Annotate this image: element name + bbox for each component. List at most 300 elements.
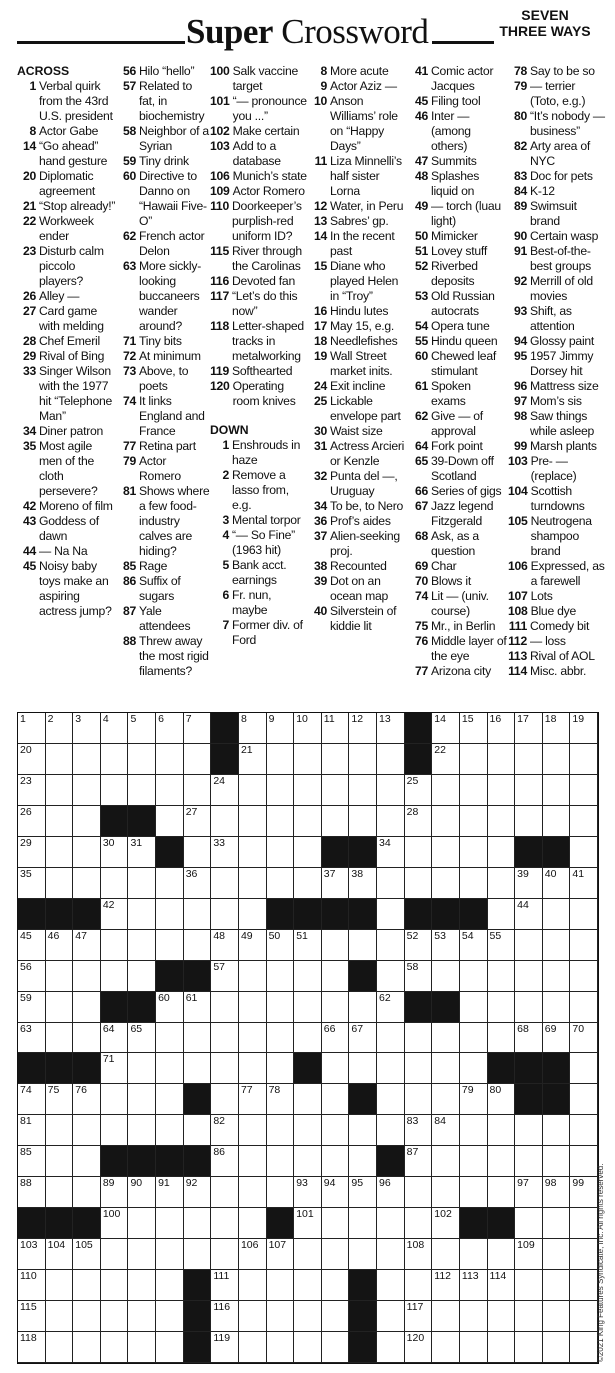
grid-cell[interactable] (18, 1115, 46, 1146)
grid-cell[interactable] (432, 1301, 460, 1332)
grid-cell[interactable] (156, 1023, 184, 1054)
grid-cell[interactable] (405, 1177, 433, 1208)
grid-cell[interactable] (349, 1023, 377, 1054)
grid-cell[interactable] (73, 1301, 101, 1332)
grid-cell[interactable] (73, 961, 101, 992)
grid-cell[interactable] (570, 713, 598, 744)
grid-cell[interactable] (460, 1053, 488, 1084)
grid-cell[interactable] (101, 1270, 129, 1301)
grid-cell[interactable] (322, 713, 350, 744)
grid-cell[interactable] (432, 1270, 460, 1301)
grid-cell[interactable] (377, 1053, 405, 1084)
grid-cell[interactable] (211, 899, 239, 930)
grid-cell[interactable] (377, 961, 405, 992)
grid-cell[interactable] (488, 961, 516, 992)
grid-cell[interactable] (294, 806, 322, 837)
grid-cell[interactable] (405, 837, 433, 868)
grid-cell[interactable] (570, 1177, 598, 1208)
grid-cell[interactable] (405, 961, 433, 992)
grid-cell[interactable] (128, 930, 156, 961)
grid-cell[interactable] (18, 1146, 46, 1177)
grid-cell[interactable] (460, 1239, 488, 1270)
grid-cell[interactable] (184, 1208, 212, 1239)
grid-cell[interactable] (322, 1332, 350, 1363)
grid-cell[interactable] (488, 868, 516, 899)
grid-cell[interactable] (488, 1239, 516, 1270)
grid-cell[interactable] (239, 1270, 267, 1301)
grid-cell[interactable] (46, 1270, 74, 1301)
grid-cell[interactable] (184, 1239, 212, 1270)
grid-cell[interactable] (543, 1115, 571, 1146)
grid-cell[interactable] (460, 1146, 488, 1177)
grid-cell[interactable] (294, 775, 322, 806)
grid-cell[interactable] (570, 837, 598, 868)
grid-cell[interactable] (239, 961, 267, 992)
grid-cell[interactable] (294, 961, 322, 992)
grid-cell[interactable] (349, 930, 377, 961)
grid-cell[interactable] (294, 1208, 322, 1239)
grid-cell[interactable] (156, 1270, 184, 1301)
grid-cell[interactable] (349, 744, 377, 775)
grid-cell[interactable] (377, 1208, 405, 1239)
grid-cell[interactable] (322, 1053, 350, 1084)
grid-cell[interactable] (46, 713, 74, 744)
grid-cell[interactable] (515, 1301, 543, 1332)
grid-cell[interactable] (128, 899, 156, 930)
grid-cell[interactable] (156, 899, 184, 930)
grid-cell[interactable] (515, 868, 543, 899)
grid-cell[interactable] (46, 744, 74, 775)
grid-cell[interactable] (515, 1023, 543, 1054)
grid-cell[interactable] (128, 1177, 156, 1208)
grid-cell[interactable] (294, 1332, 322, 1363)
grid-cell[interactable] (322, 1270, 350, 1301)
grid-cell[interactable] (405, 1239, 433, 1270)
grid-cell[interactable] (239, 1084, 267, 1115)
grid-cell[interactable] (377, 930, 405, 961)
grid-cell[interactable] (18, 806, 46, 837)
grid-cell[interactable] (488, 1146, 516, 1177)
grid-cell[interactable] (349, 1208, 377, 1239)
grid-cell[interactable] (294, 868, 322, 899)
grid-cell[interactable] (128, 775, 156, 806)
grid-cell[interactable] (18, 1239, 46, 1270)
grid-cell[interactable] (18, 1332, 46, 1363)
grid-cell[interactable] (488, 1084, 516, 1115)
grid-cell[interactable] (515, 1177, 543, 1208)
grid-cell[interactable] (128, 1301, 156, 1332)
grid-cell[interactable] (460, 837, 488, 868)
grid-cell[interactable] (488, 992, 516, 1023)
grid-cell[interactable] (239, 1208, 267, 1239)
grid-cell[interactable] (377, 899, 405, 930)
grid-cell[interactable] (349, 1177, 377, 1208)
grid-cell[interactable] (405, 806, 433, 837)
grid-cell[interactable] (73, 744, 101, 775)
grid-cell[interactable] (377, 1177, 405, 1208)
grid-cell[interactable] (184, 1177, 212, 1208)
grid-cell[interactable] (349, 1115, 377, 1146)
grid-cell[interactable] (432, 1177, 460, 1208)
grid-cell[interactable] (267, 1115, 295, 1146)
grid-cell[interactable] (239, 744, 267, 775)
grid-cell[interactable] (515, 1115, 543, 1146)
grid-cell[interactable] (460, 961, 488, 992)
grid-cell[interactable] (211, 837, 239, 868)
grid-cell[interactable] (156, 775, 184, 806)
grid-cell[interactable] (267, 837, 295, 868)
grid-cell[interactable] (211, 868, 239, 899)
grid-cell[interactable] (267, 713, 295, 744)
grid-cell[interactable] (211, 806, 239, 837)
grid-cell[interactable] (46, 992, 74, 1023)
grid-cell[interactable] (128, 1239, 156, 1270)
grid-cell[interactable] (294, 1146, 322, 1177)
grid-cell[interactable] (405, 1208, 433, 1239)
grid-cell[interactable] (570, 1270, 598, 1301)
grid-cell[interactable] (156, 1053, 184, 1084)
grid-cell[interactable] (267, 1270, 295, 1301)
grid-cell[interactable] (405, 1084, 433, 1115)
grid-cell[interactable] (211, 930, 239, 961)
grid-cell[interactable] (488, 930, 516, 961)
grid-cell[interactable] (377, 1115, 405, 1146)
grid-cell[interactable] (184, 806, 212, 837)
grid-cell[interactable] (543, 1301, 571, 1332)
grid-cell[interactable] (267, 1301, 295, 1332)
grid-cell[interactable] (101, 1084, 129, 1115)
grid-cell[interactable] (294, 992, 322, 1023)
grid-cell[interactable] (18, 1177, 46, 1208)
grid-cell[interactable] (18, 1270, 46, 1301)
grid-cell[interactable] (128, 1053, 156, 1084)
grid-cell[interactable] (349, 992, 377, 1023)
grid-cell[interactable] (211, 1332, 239, 1363)
grid-cell[interactable] (128, 744, 156, 775)
grid-cell[interactable] (543, 1177, 571, 1208)
grid-cell[interactable] (101, 899, 129, 930)
grid-cell[interactable] (515, 992, 543, 1023)
grid-cell[interactable] (184, 713, 212, 744)
grid-cell[interactable] (239, 1239, 267, 1270)
grid-cell[interactable] (156, 1301, 184, 1332)
grid-cell[interactable] (460, 930, 488, 961)
grid-cell[interactable] (570, 899, 598, 930)
grid-cell[interactable] (570, 1301, 598, 1332)
grid-cell[interactable] (488, 806, 516, 837)
grid-cell[interactable] (239, 713, 267, 744)
grid-cell[interactable] (432, 1332, 460, 1363)
grid-cell[interactable] (128, 868, 156, 899)
grid-cell[interactable] (184, 899, 212, 930)
grid-cell[interactable] (18, 868, 46, 899)
grid-cell[interactable] (377, 992, 405, 1023)
grid-cell[interactable] (46, 837, 74, 868)
grid-cell[interactable] (267, 1023, 295, 1054)
grid-cell[interactable] (184, 1115, 212, 1146)
grid-cell[interactable] (73, 930, 101, 961)
grid-cell[interactable] (432, 806, 460, 837)
grid-cell[interactable] (543, 1239, 571, 1270)
grid-cell[interactable] (322, 1239, 350, 1270)
grid-cell[interactable] (46, 775, 74, 806)
grid-cell[interactable] (460, 744, 488, 775)
grid-cell[interactable] (128, 1084, 156, 1115)
grid-cell[interactable] (46, 930, 74, 961)
grid-cell[interactable] (488, 1115, 516, 1146)
grid-cell[interactable] (543, 775, 571, 806)
grid-cell[interactable] (570, 1208, 598, 1239)
grid-cell[interactable] (405, 775, 433, 806)
grid-cell[interactable] (128, 1023, 156, 1054)
grid-cell[interactable] (460, 713, 488, 744)
grid-cell[interactable] (267, 1084, 295, 1115)
grid-cell[interactable] (101, 837, 129, 868)
grid-cell[interactable] (322, 1023, 350, 1054)
grid-cell[interactable] (515, 775, 543, 806)
grid-cell[interactable] (488, 1177, 516, 1208)
grid-cell[interactable] (432, 1023, 460, 1054)
grid-cell[interactable] (488, 1270, 516, 1301)
grid-cell[interactable] (18, 1301, 46, 1332)
grid-cell[interactable] (184, 837, 212, 868)
grid-cell[interactable] (460, 775, 488, 806)
grid-cell[interactable] (515, 899, 543, 930)
grid-cell[interactable] (322, 961, 350, 992)
grid-cell[interactable] (294, 1115, 322, 1146)
grid-cell[interactable] (570, 775, 598, 806)
grid-cell[interactable] (128, 1332, 156, 1363)
grid-cell[interactable] (515, 806, 543, 837)
grid-cell[interactable] (460, 992, 488, 1023)
grid-cell[interactable] (570, 1084, 598, 1115)
grid-cell[interactable] (239, 1053, 267, 1084)
grid-cell[interactable] (46, 1301, 74, 1332)
grid-cell[interactable] (267, 1177, 295, 1208)
grid-cell[interactable] (73, 1146, 101, 1177)
grid-cell[interactable] (377, 1084, 405, 1115)
grid-cell[interactable] (239, 1177, 267, 1208)
grid-cell[interactable] (543, 713, 571, 744)
grid-cell[interactable] (432, 775, 460, 806)
grid-cell[interactable] (101, 1332, 129, 1363)
grid-cell[interactable] (73, 713, 101, 744)
grid-cell[interactable] (488, 744, 516, 775)
grid-cell[interactable] (156, 992, 184, 1023)
grid-cell[interactable] (128, 1115, 156, 1146)
grid-cell[interactable] (432, 930, 460, 961)
grid-cell[interactable] (515, 1270, 543, 1301)
grid-cell[interactable] (156, 1084, 184, 1115)
grid-cell[interactable] (570, 744, 598, 775)
grid-cell[interactable] (322, 1146, 350, 1177)
grid-cell[interactable] (267, 961, 295, 992)
grid-cell[interactable] (267, 868, 295, 899)
grid-cell[interactable] (46, 1239, 74, 1270)
grid-cell[interactable] (267, 744, 295, 775)
grid-cell[interactable] (570, 1146, 598, 1177)
grid-cell[interactable] (184, 1023, 212, 1054)
grid-cell[interactable] (239, 837, 267, 868)
grid-cell[interactable] (211, 1177, 239, 1208)
grid-cell[interactable] (488, 713, 516, 744)
grid-cell[interactable] (101, 744, 129, 775)
grid-cell[interactable] (515, 713, 543, 744)
grid-cell[interactable] (239, 1115, 267, 1146)
grid-cell[interactable] (128, 713, 156, 744)
grid-cell[interactable] (377, 1023, 405, 1054)
grid-cell[interactable] (101, 868, 129, 899)
grid-cell[interactable] (267, 1146, 295, 1177)
grid-cell[interactable] (543, 1332, 571, 1363)
grid-cell[interactable] (322, 744, 350, 775)
grid-cell[interactable] (267, 1053, 295, 1084)
grid-cell[interactable] (377, 1270, 405, 1301)
grid-cell[interactable] (156, 713, 184, 744)
grid-cell[interactable] (184, 868, 212, 899)
grid-cell[interactable] (101, 961, 129, 992)
grid-cell[interactable] (211, 1146, 239, 1177)
grid-cell[interactable] (543, 1270, 571, 1301)
grid-cell[interactable] (211, 1239, 239, 1270)
grid-cell[interactable] (18, 744, 46, 775)
grid-cell[interactable] (184, 992, 212, 1023)
grid-cell[interactable] (46, 1332, 74, 1363)
grid-cell[interactable] (515, 744, 543, 775)
grid-cell[interactable] (73, 1177, 101, 1208)
grid-cell[interactable] (349, 1239, 377, 1270)
grid-cell[interactable] (156, 744, 184, 775)
grid-cell[interactable] (239, 930, 267, 961)
grid-cell[interactable] (267, 1332, 295, 1363)
grid-cell[interactable] (405, 1023, 433, 1054)
grid-cell[interactable] (405, 930, 433, 961)
grid-cell[interactable] (460, 868, 488, 899)
grid-cell[interactable] (101, 713, 129, 744)
grid-cell[interactable] (156, 1332, 184, 1363)
grid-cell[interactable] (211, 1053, 239, 1084)
grid-cell[interactable] (488, 899, 516, 930)
grid-cell[interactable] (460, 1301, 488, 1332)
grid-cell[interactable] (73, 806, 101, 837)
grid-cell[interactable] (73, 1023, 101, 1054)
grid-cell[interactable] (405, 1332, 433, 1363)
grid-cell[interactable] (239, 1146, 267, 1177)
grid-cell[interactable] (405, 1301, 433, 1332)
grid-cell[interactable] (18, 930, 46, 961)
grid-cell[interactable] (322, 1084, 350, 1115)
grid-cell[interactable] (73, 868, 101, 899)
grid-cell[interactable] (73, 1270, 101, 1301)
grid-cell[interactable] (515, 1208, 543, 1239)
grid-cell[interactable] (322, 868, 350, 899)
grid-cell[interactable] (488, 1301, 516, 1332)
grid-cell[interactable] (73, 837, 101, 868)
grid-cell[interactable] (543, 868, 571, 899)
grid-cell[interactable] (543, 806, 571, 837)
grid-cell[interactable] (432, 961, 460, 992)
grid-cell[interactable] (322, 930, 350, 961)
grid-cell[interactable] (515, 961, 543, 992)
grid-cell[interactable] (543, 1023, 571, 1054)
grid-cell[interactable] (101, 1115, 129, 1146)
grid-cell[interactable] (46, 1115, 74, 1146)
grid-cell[interactable] (294, 930, 322, 961)
grid-cell[interactable] (432, 1208, 460, 1239)
grid-cell[interactable] (294, 837, 322, 868)
grid-cell[interactable] (460, 1270, 488, 1301)
grid-cell[interactable] (73, 1239, 101, 1270)
grid-cell[interactable] (349, 806, 377, 837)
grid-cell[interactable] (432, 1115, 460, 1146)
grid-cell[interactable] (488, 775, 516, 806)
grid-cell[interactable] (46, 1177, 74, 1208)
grid-cell[interactable] (211, 1301, 239, 1332)
grid-cell[interactable] (73, 992, 101, 1023)
grid-cell[interactable] (570, 806, 598, 837)
grid-cell[interactable] (156, 868, 184, 899)
grid-cell[interactable] (73, 1115, 101, 1146)
grid-cell[interactable] (322, 1115, 350, 1146)
grid-cell[interactable] (322, 1177, 350, 1208)
grid-cell[interactable] (46, 806, 74, 837)
grid-cell[interactable] (570, 1115, 598, 1146)
grid-cell[interactable] (377, 775, 405, 806)
grid-cell[interactable] (101, 1301, 129, 1332)
grid-cell[interactable] (460, 806, 488, 837)
grid-cell[interactable] (543, 1208, 571, 1239)
grid-cell[interactable] (18, 1023, 46, 1054)
grid-cell[interactable] (18, 992, 46, 1023)
grid-cell[interactable] (488, 837, 516, 868)
grid-cell[interactable] (570, 930, 598, 961)
grid-cell[interactable] (239, 1332, 267, 1363)
grid-cell[interactable] (405, 1270, 433, 1301)
grid-cell[interactable] (543, 992, 571, 1023)
grid-cell[interactable] (101, 775, 129, 806)
grid-cell[interactable] (156, 1115, 184, 1146)
grid-cell[interactable] (211, 1084, 239, 1115)
grid-cell[interactable] (543, 961, 571, 992)
grid-cell[interactable] (18, 775, 46, 806)
grid-cell[interactable] (73, 775, 101, 806)
grid-cell[interactable] (377, 744, 405, 775)
grid-cell[interactable] (570, 1332, 598, 1363)
grid-cell[interactable] (322, 992, 350, 1023)
grid-cell[interactable] (570, 992, 598, 1023)
grid-cell[interactable] (211, 992, 239, 1023)
grid-cell[interactable] (488, 1023, 516, 1054)
grid-cell[interactable] (267, 806, 295, 837)
grid-cell[interactable] (239, 775, 267, 806)
grid-cell[interactable] (377, 837, 405, 868)
grid-cell[interactable] (128, 961, 156, 992)
grid-cell[interactable] (18, 1084, 46, 1115)
grid-cell[interactable] (267, 775, 295, 806)
grid-cell[interactable] (46, 961, 74, 992)
grid-cell[interactable] (349, 868, 377, 899)
grid-cell[interactable] (239, 1023, 267, 1054)
grid-cell[interactable] (432, 744, 460, 775)
grid-cell[interactable] (211, 961, 239, 992)
grid-cell[interactable] (570, 868, 598, 899)
grid-cell[interactable] (570, 1023, 598, 1054)
grid-cell[interactable] (432, 1239, 460, 1270)
grid-cell[interactable] (322, 806, 350, 837)
grid-cell[interactable] (128, 1270, 156, 1301)
grid-cell[interactable] (184, 744, 212, 775)
grid-cell[interactable] (377, 1332, 405, 1363)
